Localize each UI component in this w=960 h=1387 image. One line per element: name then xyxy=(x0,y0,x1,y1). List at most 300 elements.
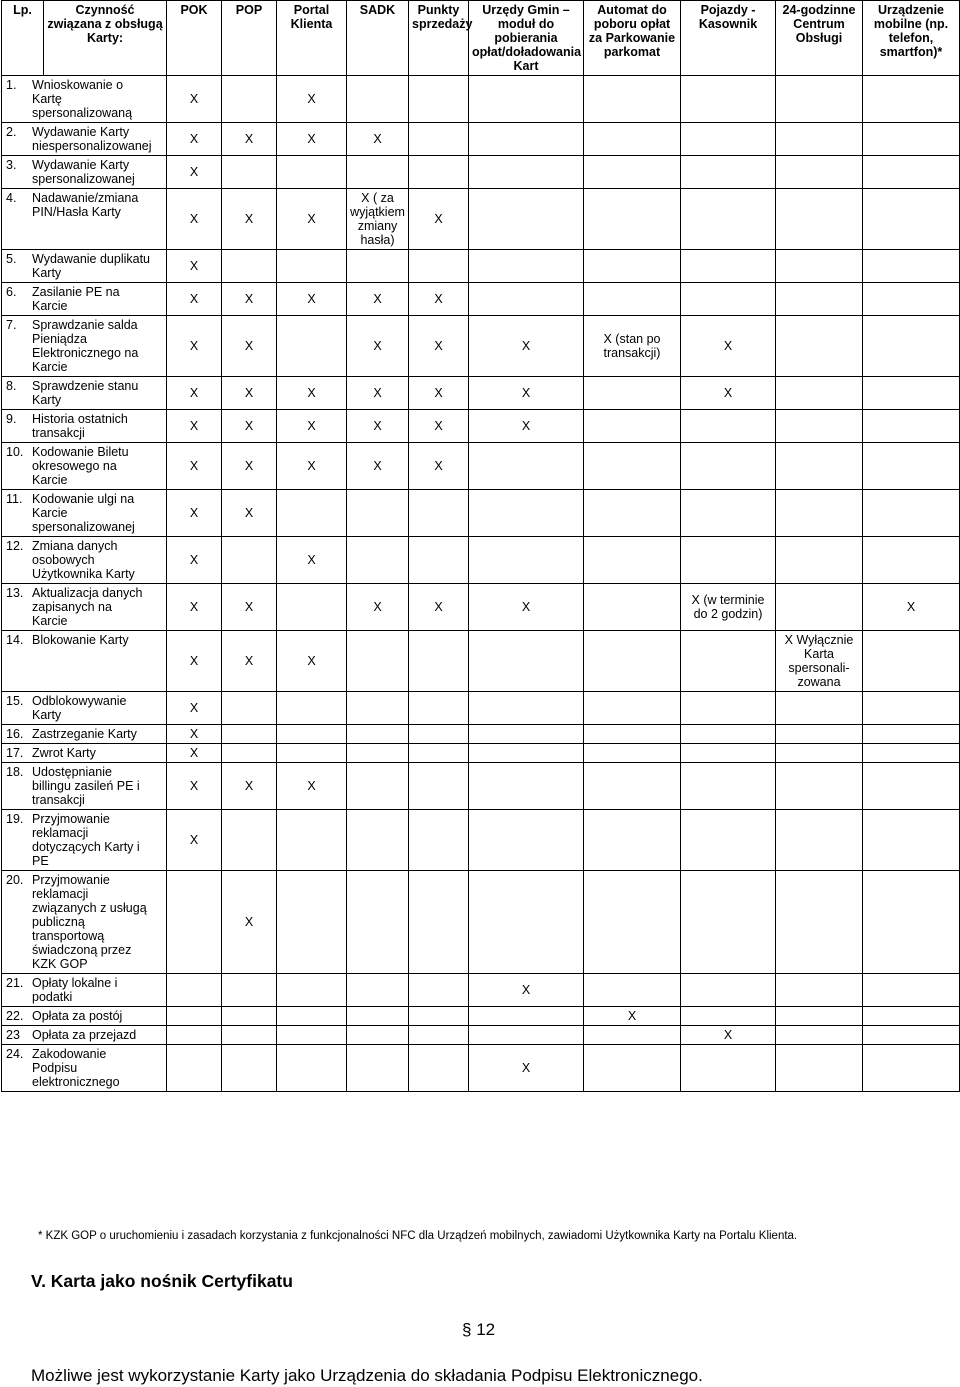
action-label: Aktualizacja danych zapisanych na Karcie xyxy=(32,586,143,628)
availability-cell xyxy=(681,189,776,250)
row-number: 14. xyxy=(6,633,24,647)
table-row xyxy=(2,283,960,316)
action-label: Wnioskowanie o Kartę spersonalizowaną xyxy=(32,78,133,120)
availability-cell xyxy=(277,250,347,283)
action-label: Przyjmowanie reklamacji związanych z usługą publiczną transportową świadczoną przez KZK GOP xyxy=(32,873,147,971)
action-cell xyxy=(2,725,167,744)
availability-cell xyxy=(469,871,584,974)
availability-cell: X xyxy=(409,316,469,377)
availability-cell xyxy=(584,1045,681,1092)
row-number: 20. xyxy=(6,873,24,887)
availability-cell xyxy=(584,725,681,744)
row-number: 22. xyxy=(6,1009,24,1023)
action-cell xyxy=(2,974,167,1007)
availability-cell xyxy=(409,1007,469,1026)
availability-cell xyxy=(222,76,277,123)
availability-cell xyxy=(277,316,347,377)
availability-cell xyxy=(469,725,584,744)
availability-cell xyxy=(409,871,469,974)
availability-cell: X xyxy=(167,763,222,810)
action-label: Wydawanie duplikatu Karty xyxy=(32,252,151,280)
availability-cell xyxy=(776,189,863,250)
action-cell xyxy=(2,316,167,377)
availability-cell: X xyxy=(277,537,347,584)
availability-cell: X xyxy=(469,974,584,1007)
action-label: Opłata za przejazd xyxy=(32,1028,137,1042)
availability-cell xyxy=(347,156,409,189)
availability-cell: X xyxy=(222,443,277,490)
availability-cell xyxy=(584,377,681,410)
page-number-value: 12 xyxy=(476,1320,496,1339)
availability-cell xyxy=(776,537,863,584)
action-label: Kodowanie Biletu okresowego na Karcie xyxy=(32,445,129,487)
action-cell xyxy=(2,410,167,443)
availability-cell xyxy=(469,123,584,156)
table-row xyxy=(2,584,960,631)
availability-cell xyxy=(863,443,960,490)
availability-cell xyxy=(469,763,584,810)
action-label: Sprawdzenie stanu Karty xyxy=(32,379,139,407)
action-cell xyxy=(2,1026,167,1045)
availability-cell: X xyxy=(167,316,222,377)
table-row xyxy=(2,537,960,584)
availability-cell xyxy=(776,156,863,189)
availability-cell: X xyxy=(222,283,277,316)
availability-cell xyxy=(776,725,863,744)
availability-cell xyxy=(584,76,681,123)
table-row xyxy=(2,763,960,810)
action-cell xyxy=(2,443,167,490)
action-label: Przyjmowanie reklamacji dotyczących Karty i PE xyxy=(32,812,140,868)
action-label: Zastrzeganie Karty xyxy=(32,727,137,741)
availability-cell xyxy=(584,250,681,283)
availability-cell: X xyxy=(277,377,347,410)
availability-cell xyxy=(863,156,960,189)
availability-cell xyxy=(584,974,681,1007)
availability-cell xyxy=(347,1007,409,1026)
availability-cell: X xyxy=(277,189,347,250)
availability-cell xyxy=(409,974,469,1007)
availability-cell: X Wyłącznie Karta spersonali-zowana xyxy=(776,631,863,692)
availability-cell: X xyxy=(167,123,222,156)
row-number: 24. xyxy=(6,1047,24,1061)
availability-cell xyxy=(584,410,681,443)
availability-cell xyxy=(776,490,863,537)
header-parking-machine: Automat do poboru opłat za Parkowanie parkomat xyxy=(584,1,681,76)
table-row xyxy=(2,1007,960,1026)
availability-cell xyxy=(863,871,960,974)
action-cell xyxy=(2,377,167,410)
header-sadk: SADK xyxy=(347,1,409,76)
availability-cell xyxy=(277,1026,347,1045)
availability-cell xyxy=(469,156,584,189)
header-call-center: 24-godzinne Centrum Obsługi xyxy=(776,1,863,76)
row-number: 4. xyxy=(6,191,17,205)
availability-cell: X xyxy=(167,443,222,490)
availability-cell xyxy=(277,692,347,725)
availability-cell xyxy=(776,763,863,810)
availability-cell xyxy=(863,410,960,443)
availability-cell xyxy=(681,283,776,316)
action-cell xyxy=(2,631,167,692)
table-row xyxy=(2,156,960,189)
availability-cell xyxy=(347,250,409,283)
availability-cell: X xyxy=(409,283,469,316)
availability-cell xyxy=(347,974,409,1007)
availability-cell xyxy=(409,1045,469,1092)
availability-cell xyxy=(469,443,584,490)
availability-cell xyxy=(347,725,409,744)
availability-cell: X xyxy=(277,410,347,443)
row-number: 7. xyxy=(6,318,17,332)
availability-cell xyxy=(469,537,584,584)
table-row xyxy=(2,744,960,763)
row-number: 12. xyxy=(6,539,24,553)
availability-cell xyxy=(277,1045,347,1092)
action-cell xyxy=(2,1007,167,1026)
availability-cell xyxy=(277,871,347,974)
availability-cell xyxy=(776,250,863,283)
table-row xyxy=(2,250,960,283)
row-number: 21. xyxy=(6,976,24,990)
availability-cell xyxy=(409,156,469,189)
header-pop: POP xyxy=(222,1,277,76)
availability-cell: X xyxy=(347,377,409,410)
availability-cell xyxy=(681,410,776,443)
availability-cell: X xyxy=(222,490,277,537)
availability-cell: X xyxy=(167,189,222,250)
availability-cell xyxy=(222,810,277,871)
availability-cell xyxy=(469,744,584,763)
availability-cell xyxy=(469,283,584,316)
action-cell xyxy=(2,692,167,725)
availability-cell xyxy=(409,692,469,725)
table-row xyxy=(2,316,960,377)
availability-cell xyxy=(409,1026,469,1045)
availability-cell xyxy=(681,974,776,1007)
availability-cell xyxy=(863,490,960,537)
availability-cell xyxy=(347,76,409,123)
row-number: 9. xyxy=(6,412,17,426)
availability-cell: X xyxy=(277,76,347,123)
availability-cell xyxy=(222,1045,277,1092)
availability-cell xyxy=(469,810,584,871)
action-cell xyxy=(2,1045,167,1092)
availability-cell xyxy=(222,156,277,189)
availability-cell xyxy=(681,123,776,156)
availability-cell xyxy=(347,631,409,692)
availability-cell xyxy=(681,537,776,584)
availability-cell xyxy=(681,490,776,537)
header-pok: POK xyxy=(167,1,222,76)
availability-cell xyxy=(681,763,776,810)
availability-cell xyxy=(409,725,469,744)
availability-cell: X xyxy=(409,189,469,250)
availability-cell xyxy=(222,692,277,725)
availability-cell xyxy=(863,123,960,156)
table-row xyxy=(2,725,960,744)
availability-cell: X xyxy=(222,631,277,692)
availability-cell xyxy=(681,871,776,974)
availability-cell xyxy=(347,871,409,974)
availability-cell xyxy=(776,974,863,1007)
availability-cell: X xyxy=(277,123,347,156)
table-row xyxy=(2,974,960,1007)
availability-cell xyxy=(222,1026,277,1045)
availability-cell xyxy=(222,250,277,283)
action-cell xyxy=(2,123,167,156)
availability-cell: X xyxy=(681,316,776,377)
availability-cell: X xyxy=(222,763,277,810)
availability-cell: X xyxy=(222,410,277,443)
table-row xyxy=(2,123,960,156)
availability-cell: X xyxy=(167,377,222,410)
availability-cell: X xyxy=(681,377,776,410)
availability-cell: X xyxy=(469,316,584,377)
availability-cell xyxy=(863,1007,960,1026)
availability-cell xyxy=(409,250,469,283)
availability-cell xyxy=(776,871,863,974)
header-portal: Portal Klienta xyxy=(277,1,347,76)
availability-cell xyxy=(409,763,469,810)
availability-cell xyxy=(469,189,584,250)
availability-cell xyxy=(584,1026,681,1045)
availability-cell xyxy=(863,377,960,410)
availability-cell: X xyxy=(167,76,222,123)
availability-cell: X xyxy=(347,584,409,631)
row-number: 15. xyxy=(6,694,24,708)
availability-cell xyxy=(409,810,469,871)
availability-cell xyxy=(863,76,960,123)
availability-cell xyxy=(469,692,584,725)
availability-cell: X xyxy=(469,1045,584,1092)
availability-cell: X xyxy=(222,584,277,631)
availability-cell: X xyxy=(167,156,222,189)
action-label: Odblokowywanie Karty xyxy=(32,694,127,722)
availability-cell: X xyxy=(347,316,409,377)
availability-cell xyxy=(681,744,776,763)
availability-cell xyxy=(776,692,863,725)
row-number: 18. xyxy=(6,765,24,779)
availability-cell xyxy=(584,189,681,250)
availability-cell xyxy=(776,377,863,410)
action-cell xyxy=(2,490,167,537)
row-number: 6. xyxy=(6,285,17,299)
page-number: § 12 xyxy=(462,1320,496,1339)
row-number: 23 xyxy=(6,1028,20,1042)
availability-cell xyxy=(776,810,863,871)
availability-cell xyxy=(584,763,681,810)
availability-cell xyxy=(584,584,681,631)
availability-cell: X xyxy=(167,692,222,725)
availability-cell: X xyxy=(469,410,584,443)
availability-cell: X xyxy=(347,443,409,490)
availability-cell: X xyxy=(167,410,222,443)
section-heading: V. Karta jako nośnik Certyfikatu xyxy=(31,1271,293,1291)
action-label: Wydawanie Karty niespersonalizowanej xyxy=(32,125,152,153)
table-row xyxy=(2,76,960,123)
availability-cell: X xyxy=(409,377,469,410)
availability-cell: X xyxy=(167,725,222,744)
action-cell xyxy=(2,763,167,810)
availability-cell xyxy=(776,410,863,443)
availability-cell: X xyxy=(409,584,469,631)
availability-cell xyxy=(277,974,347,1007)
availability-cell: X xyxy=(681,1026,776,1045)
availability-cell xyxy=(167,1045,222,1092)
availability-cell xyxy=(863,1026,960,1045)
action-label: Sprawdzanie salda Pieniądza Elektronicznego na Karcie xyxy=(32,318,139,374)
availability-cell: X xyxy=(167,744,222,763)
availability-cell xyxy=(277,584,347,631)
availability-cell xyxy=(863,692,960,725)
availability-cell xyxy=(469,1026,584,1045)
row-number: 8. xyxy=(6,379,17,393)
availability-cell: X xyxy=(469,584,584,631)
availability-cell xyxy=(277,725,347,744)
action-cell xyxy=(2,76,167,123)
action-label: Kodowanie ulgi na Karcie spersonalizowanej xyxy=(32,492,135,534)
availability-cell xyxy=(469,631,584,692)
availability-cell: X xyxy=(409,443,469,490)
row-number: 3. xyxy=(6,158,17,172)
availability-cell xyxy=(863,631,960,692)
availability-cell xyxy=(584,631,681,692)
availability-cell xyxy=(776,584,863,631)
availability-cell: X xyxy=(222,123,277,156)
availability-cell xyxy=(277,810,347,871)
table-row xyxy=(2,1045,960,1092)
table-row xyxy=(2,810,960,871)
action-label: Opłaty lokalne i podatki xyxy=(32,976,118,1004)
availability-cell xyxy=(776,283,863,316)
action-label: Historia ostatnich transakcji xyxy=(32,412,128,440)
availability-cell xyxy=(863,1045,960,1092)
row-number: 16. xyxy=(6,727,24,741)
row-number: 13. xyxy=(6,586,24,600)
action-label: Udostępnianie billingu zasileń PE i transakcji xyxy=(32,765,140,807)
availability-cell xyxy=(584,443,681,490)
action-label: Blokowanie Karty xyxy=(32,633,129,647)
availability-cell: X xyxy=(167,250,222,283)
availability-cell: X xyxy=(167,631,222,692)
availability-cell xyxy=(469,250,584,283)
availability-cell: X xyxy=(347,123,409,156)
availability-cell xyxy=(681,725,776,744)
availability-cell xyxy=(409,490,469,537)
availability-cell xyxy=(584,810,681,871)
availability-cell xyxy=(167,974,222,1007)
availability-cell xyxy=(584,283,681,316)
availability-cell: X xyxy=(222,189,277,250)
row-number: 17. xyxy=(6,746,24,760)
availability-cell xyxy=(409,76,469,123)
availability-cell xyxy=(222,744,277,763)
header-mobile: Urządzenie mobilne (np. telefon, smartfon)* xyxy=(863,1,960,76)
availability-cell xyxy=(863,250,960,283)
availability-cell xyxy=(222,1007,277,1026)
action-cell xyxy=(2,871,167,974)
footer-text: Możliwe jest wykorzystanie Karty jako Urządzenia do składania Podpisu Elektronicznego. xyxy=(31,1366,703,1385)
availability-cell xyxy=(584,871,681,974)
availability-cell xyxy=(863,537,960,584)
footnote: * KZK GOP o uruchomieniu i zasadach korzystania z funkcjonalności NFC dla Urządzeń mobilnych, zawiadomi Użytkownika Karty na Portalu Klienta. xyxy=(38,1230,798,1242)
availability-cell xyxy=(863,725,960,744)
availability-cell xyxy=(167,1026,222,1045)
row-number: 11. xyxy=(6,492,23,506)
availability-cell xyxy=(409,631,469,692)
availability-cell: X xyxy=(222,377,277,410)
availability-cell xyxy=(347,537,409,584)
availability-cell xyxy=(167,871,222,974)
availability-cell xyxy=(776,744,863,763)
availability-cell xyxy=(776,1007,863,1026)
availability-cell: X xyxy=(863,584,960,631)
availability-cell: X xyxy=(469,377,584,410)
availability-cell xyxy=(584,537,681,584)
action-cell xyxy=(2,283,167,316)
availability-cell: X xyxy=(167,537,222,584)
action-cell xyxy=(2,584,167,631)
availability-cell: X (w terminie do 2 godzin) xyxy=(681,584,776,631)
availability-cell xyxy=(409,123,469,156)
row-number: 19. xyxy=(6,812,24,826)
availability-cell xyxy=(347,1045,409,1092)
availability-cell xyxy=(469,490,584,537)
availability-cell xyxy=(584,156,681,189)
availability-cell: X xyxy=(347,283,409,316)
table-row xyxy=(2,1026,960,1045)
header-lp: Lp. xyxy=(2,1,44,76)
action-label: Zmiana danych osobowych Użytkownika Karty xyxy=(32,539,135,581)
availability-cell xyxy=(584,490,681,537)
availability-cell xyxy=(863,189,960,250)
availability-cell: X xyxy=(277,283,347,316)
availability-cell xyxy=(347,810,409,871)
availability-cell xyxy=(681,156,776,189)
availability-cell xyxy=(863,810,960,871)
table-row xyxy=(2,871,960,974)
action-label: Zwrot Karty xyxy=(32,746,96,760)
header-vehicle-validator: Pojazdy - Kasownik xyxy=(681,1,776,76)
header-action: Czynność związana z obsługą Karty: xyxy=(44,1,167,76)
availability-cell: X xyxy=(277,763,347,810)
availability-cell: X xyxy=(277,631,347,692)
availability-cell xyxy=(863,744,960,763)
action-cell xyxy=(2,156,167,189)
availability-cell xyxy=(409,537,469,584)
availability-cell xyxy=(167,1007,222,1026)
availability-cell xyxy=(222,537,277,584)
header-points: Punkty sprzedaży xyxy=(409,1,469,76)
availability-cell xyxy=(277,1007,347,1026)
row-number: 5. xyxy=(6,252,17,266)
availability-cell: X xyxy=(584,1007,681,1026)
availability-cell: X ( za wyjątkiem zmiany hasła) xyxy=(347,189,409,250)
availability-cell: X xyxy=(409,410,469,443)
table-row xyxy=(2,631,960,692)
availability-cell: X (stan po transakcji) xyxy=(584,316,681,377)
availability-cell xyxy=(863,283,960,316)
table-row xyxy=(2,490,960,537)
availability-cell: X xyxy=(347,410,409,443)
availability-cell: X xyxy=(222,871,277,974)
availability-cell xyxy=(277,156,347,189)
table-row xyxy=(2,189,960,250)
availability-cell xyxy=(776,1045,863,1092)
availability-cell: X xyxy=(167,283,222,316)
availability-cell xyxy=(681,76,776,123)
